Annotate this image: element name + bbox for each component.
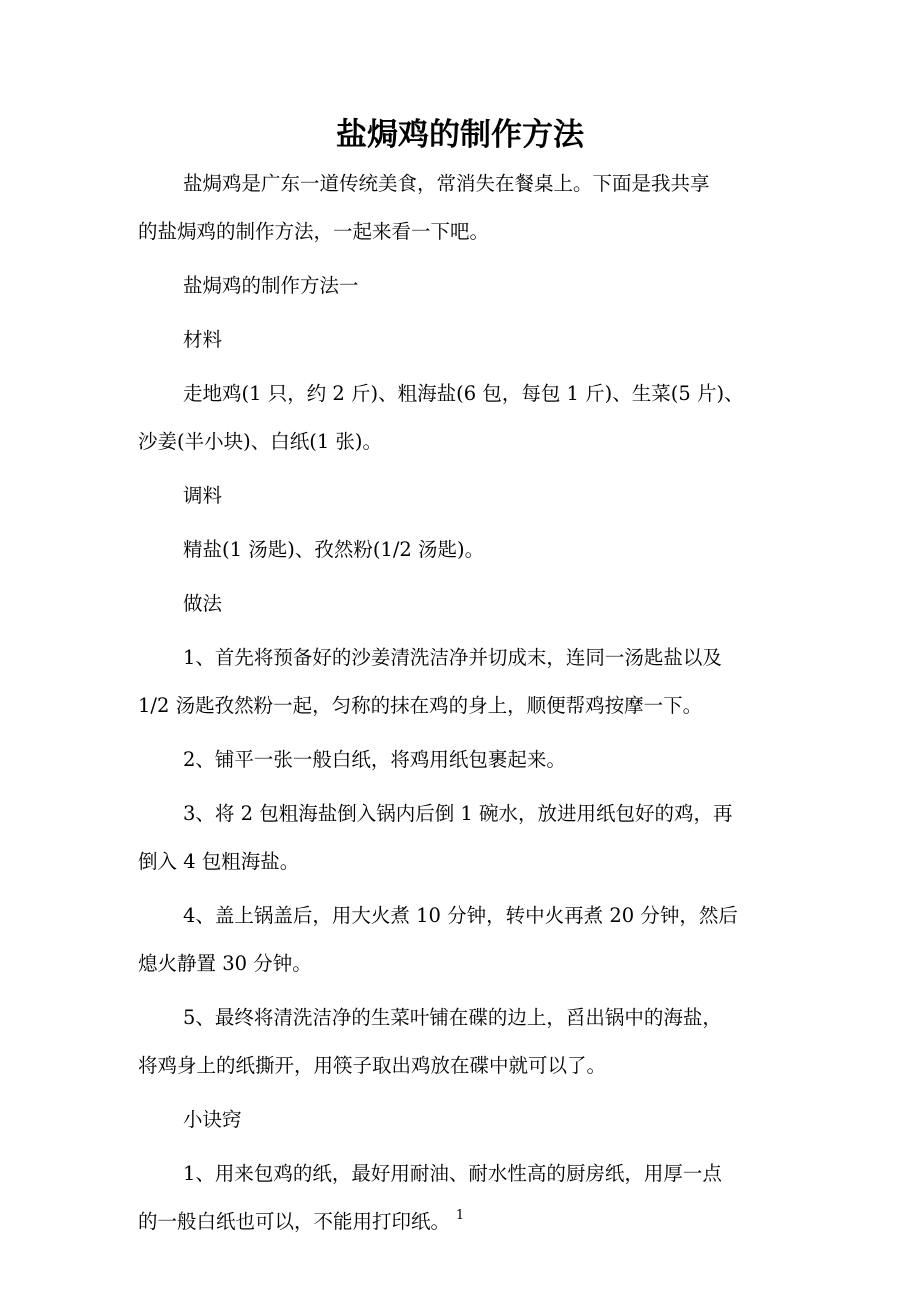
paragraph-line: 1/2 汤匙孜然粉一起，匀称的抹在鸡的身上，顺便帮鸡按摩一下。 <box>138 694 703 717</box>
document-body <box>138 160 788 1252</box>
paragraph <box>138 1150 788 1246</box>
paragraph-line: 将鸡身上的纸撕开，用筷子取出鸡放在碟中就可以了。 <box>138 1054 607 1077</box>
paragraph-line: 熄火静置 30 分钟。 <box>138 952 312 975</box>
paragraph <box>138 316 788 364</box>
paragraph <box>138 736 788 784</box>
paragraph <box>138 580 788 628</box>
page-number: 1 <box>455 1208 465 1223</box>
paragraph-line: 盐焗鸡是广东一道传统美食，常消失在餐桌上。下面是我共享 <box>183 172 710 195</box>
paragraph-line: 的盐焗鸡的制作方法，一起来看一下吧。 <box>138 220 490 243</box>
paragraph <box>138 1096 788 1144</box>
paragraph-line: 4、盖上锅盖后，用大火煮 10 分钟，转中火再煮 20 分钟，然后 <box>183 904 738 927</box>
paragraph-line: 1、首先将预备好的沙姜清洗洁净并切成末，连同一汤匙盐以及 <box>183 646 722 669</box>
paragraph <box>138 526 788 574</box>
paragraph-line: 走地鸡(1 只，约 2 斤)、粗海盐(6 包，每包 1 斤)、生菜(5 片)、 <box>183 382 744 405</box>
paragraph-line: 调料 <box>183 484 223 507</box>
paragraph-line: 做法 <box>183 592 223 615</box>
paragraph-line: 材料 <box>183 328 223 351</box>
paragraph <box>138 634 788 730</box>
paragraph <box>138 262 788 310</box>
paragraph-line: 的一般白纸也可以，不能用打印纸。 <box>138 1210 451 1233</box>
paragraph <box>138 370 788 466</box>
paragraph <box>138 892 788 988</box>
paragraph-line: 2、铺平一张一般白纸，将鸡用纸包裹起来。 <box>183 748 566 771</box>
paragraph-line: 1、用来包鸡的纸，最好用耐油、耐水性高的厨房纸，用厚一点 <box>183 1162 722 1185</box>
document-title: 盐焗鸡的制作方法 <box>336 117 584 153</box>
paragraph-line: 盐焗鸡的制作方法一 <box>183 274 359 297</box>
paragraph-line: 沙姜(半小块)、白纸(1 张)。 <box>138 430 383 453</box>
paragraph <box>138 160 788 256</box>
paragraph-line: 小诀窍 <box>183 1108 242 1131</box>
paragraph <box>138 994 788 1090</box>
paragraph <box>138 790 788 886</box>
paragraph-line: 倒入 4 包粗海盐。 <box>138 850 300 873</box>
paragraph-line: 3、将 2 包粗海盐倒入锅内后倒 1 碗水，放进用纸包好的鸡，再 <box>183 802 733 825</box>
paragraph <box>138 472 788 520</box>
paragraph-line: 5、最终将清洗洁净的生菜叶铺在碟的边上，舀出锅中的海盐， <box>183 1006 722 1029</box>
paragraph-line: 精盐(1 汤匙)、孜然粉(1/2 汤匙)。 <box>183 538 485 561</box>
